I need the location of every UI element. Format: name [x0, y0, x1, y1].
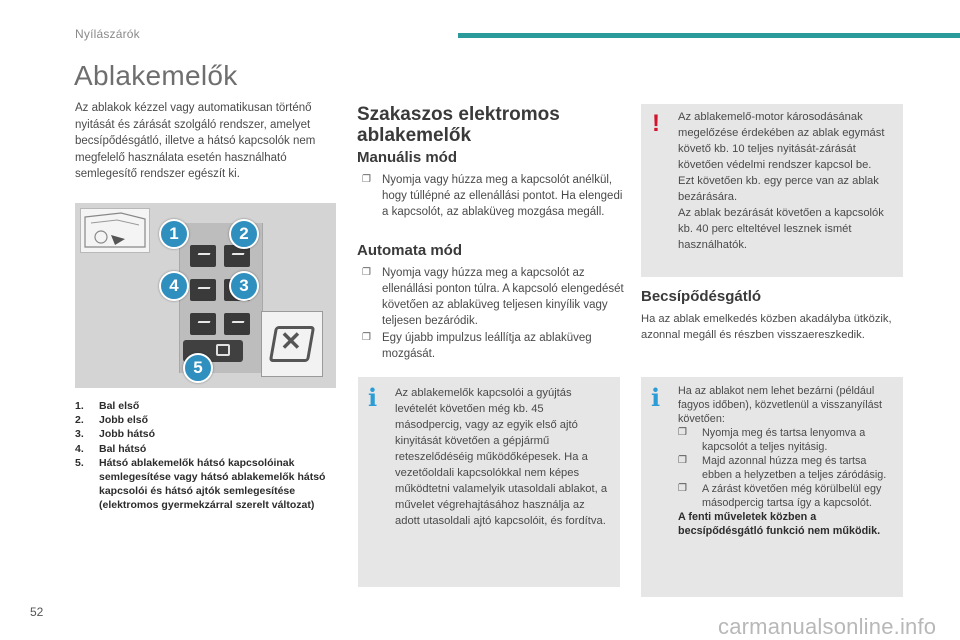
page-title: Ablakemelők: [74, 60, 238, 91]
window-switch-figure: [75, 203, 336, 388]
reset-procedure: [678, 384, 896, 538]
reset-step: [678, 426, 896, 454]
warning-line: Az ablak bezárását követően a kapcsolók kb. 40 perc elteltével lesznek ismét használhatók.: [678, 207, 884, 251]
reset-step: [678, 454, 896, 482]
car-interior-inset: [80, 208, 150, 253]
badge-3: 3: [229, 271, 259, 301]
bullet-icon: ❐: [678, 483, 687, 494]
reset-note: A fenti műveletek közben a becsípődésgátló funkció nem működik.: [678, 511, 881, 537]
bullet-icon: ❐: [678, 427, 687, 438]
warning-line: Az ablakemelő-motor károsodásának megelőzése érdekében az ablak egymást követő kb. 10 teljes nyitását-zárását követően védelmi rendszer kapcsol be.: [678, 111, 885, 171]
manual-step: [362, 172, 624, 220]
legend-item: [75, 413, 343, 427]
switch-rear-right: [224, 313, 250, 335]
legend-text: Hátsó ablakemelők hátsó kapcsolóinak semlegesítése vagy hátsó ablakemelők hátsó kapcsolói és hátsó ajtók semlegesítése (elektromos gyermekzárral szerelt változat): [99, 456, 326, 512]
legend-text: Jobb első: [99, 414, 149, 427]
step-text: A zárást követően még körülbelül egy másodpercig tartsa így a kapcsolót.: [702, 483, 882, 509]
bullet-icon: ❐: [362, 174, 371, 185]
legend-num: 1.: [75, 400, 84, 412]
warning-line: Ezt követően kb. egy perce van az ablak bezárására.: [678, 175, 879, 203]
warning-box-motor-protection: [641, 104, 903, 277]
subtitle-manual-mode: Manuális mód: [357, 149, 458, 166]
legend-item: [75, 442, 343, 456]
anti-pinch-text: Ha az ablak emelkedés közben akadályba ütközik, azonnal megáll és részben visszaereszkedik.: [641, 313, 892, 341]
watermark: carmanualsonline.info: [718, 614, 937, 639]
badge-1: 1: [159, 219, 189, 249]
reset-step: [678, 482, 896, 510]
badge-2: 2: [229, 219, 259, 249]
info-icon: i: [368, 383, 378, 412]
step-text: Egy újabb impulzus leállítja az ablaküveg mozgását.: [382, 332, 592, 360]
auto-step: [362, 265, 624, 329]
car-interior-icon: [81, 209, 149, 252]
legend-num: 2.: [75, 414, 84, 427]
bullet-icon: ❐: [362, 332, 371, 343]
legend-num: 3.: [75, 428, 84, 441]
step-text: Nyomja vagy húzza meg a kapcsolót az ellenállási ponton túlra. A kapcsoló elengedését követően az ablaküveg teljesen kinyílik vagy teljesen bezáródik.: [382, 267, 624, 327]
cross-icon: ✕: [280, 326, 302, 356]
badge-4: 4: [159, 271, 189, 301]
lock-icon: [216, 344, 230, 356]
bullet-icon: ❐: [678, 455, 687, 466]
legend-num: 4.: [75, 442, 84, 455]
info-box-switch-timing: [358, 377, 620, 587]
auto-step: [362, 330, 624, 362]
intro-paragraph: Az ablakok kézzel vagy automatikusan történő nyitását és zárását szolgáló rendszer, amelyet becsípődésgátló, illetve a hátsó kapcsolók nem megfelelő használata esetén használható semlegesítő rendszer egészít ki.: [75, 102, 316, 180]
subtitle-auto-mode: Automata mód: [357, 242, 462, 259]
legend-item: [75, 399, 343, 413]
step-text: Nyomja meg és tartsa lenyomva a kapcsolót a teljes nyitásig.: [702, 427, 866, 453]
legend-text: Bal első: [99, 400, 140, 412]
switch-front-left-lower: [190, 279, 216, 301]
switch-front-left: [190, 245, 216, 267]
header-accent-bar: [458, 33, 960, 38]
subtitle-anti-pinch: Becsípődésgátló: [641, 288, 762, 305]
legend-item: [75, 456, 343, 513]
legend-item: [75, 427, 343, 441]
switch-rear-left: [190, 313, 216, 335]
step-text: Majd azonnal húzza meg és tartsa ebben a helyzetben a teljes záródásig.: [702, 455, 887, 481]
child-lock-callout: [261, 311, 323, 377]
warning-text: [678, 109, 898, 253]
legend-num: 5.: [75, 456, 84, 469]
info-box-anti-pinch-reset: [641, 377, 903, 597]
step-text: Nyomja vagy húzza meg a kapcsolót anélkül, hogy túllépné az ellenállási pontot. Ha elengedi a kapcsolót, az ablaküveg mozgása megáll.: [382, 174, 623, 218]
bullet-icon: ❐: [362, 267, 371, 278]
legend-text: Jobb hátsó: [99, 428, 156, 441]
warning-icon: !: [652, 110, 660, 137]
legend-text: Bal hátsó: [99, 442, 147, 455]
figure-legend: [75, 399, 343, 513]
section-title-sequential: Szakaszos elektromos ablakemelők: [357, 104, 560, 146]
reset-intro: Ha az ablakot nem lehet bezárni (például fagyos időben), közvetlenül a visszanyílást követően:: [678, 385, 883, 425]
page-number: 52: [30, 605, 44, 619]
section-header: Nyílászárók: [75, 27, 140, 41]
info-icon: i: [651, 383, 661, 412]
info-box-text: Az ablakemelők kapcsolói a gyújtás levételét követően még kb. 45 másodpercig, vagy az egyik első ajtó kinyitását követően a gépjármű reteszelődéséig működőképesek. Ha a vezetőoldali kapcsolókkal nem képes működtetni valamelyik utasoldali ablakot, a művelet végrehajtásához használja az adott utasoldali ajtó kapcsolóit, és fordítva.: [395, 387, 608, 527]
badge-5: 5: [183, 353, 213, 383]
